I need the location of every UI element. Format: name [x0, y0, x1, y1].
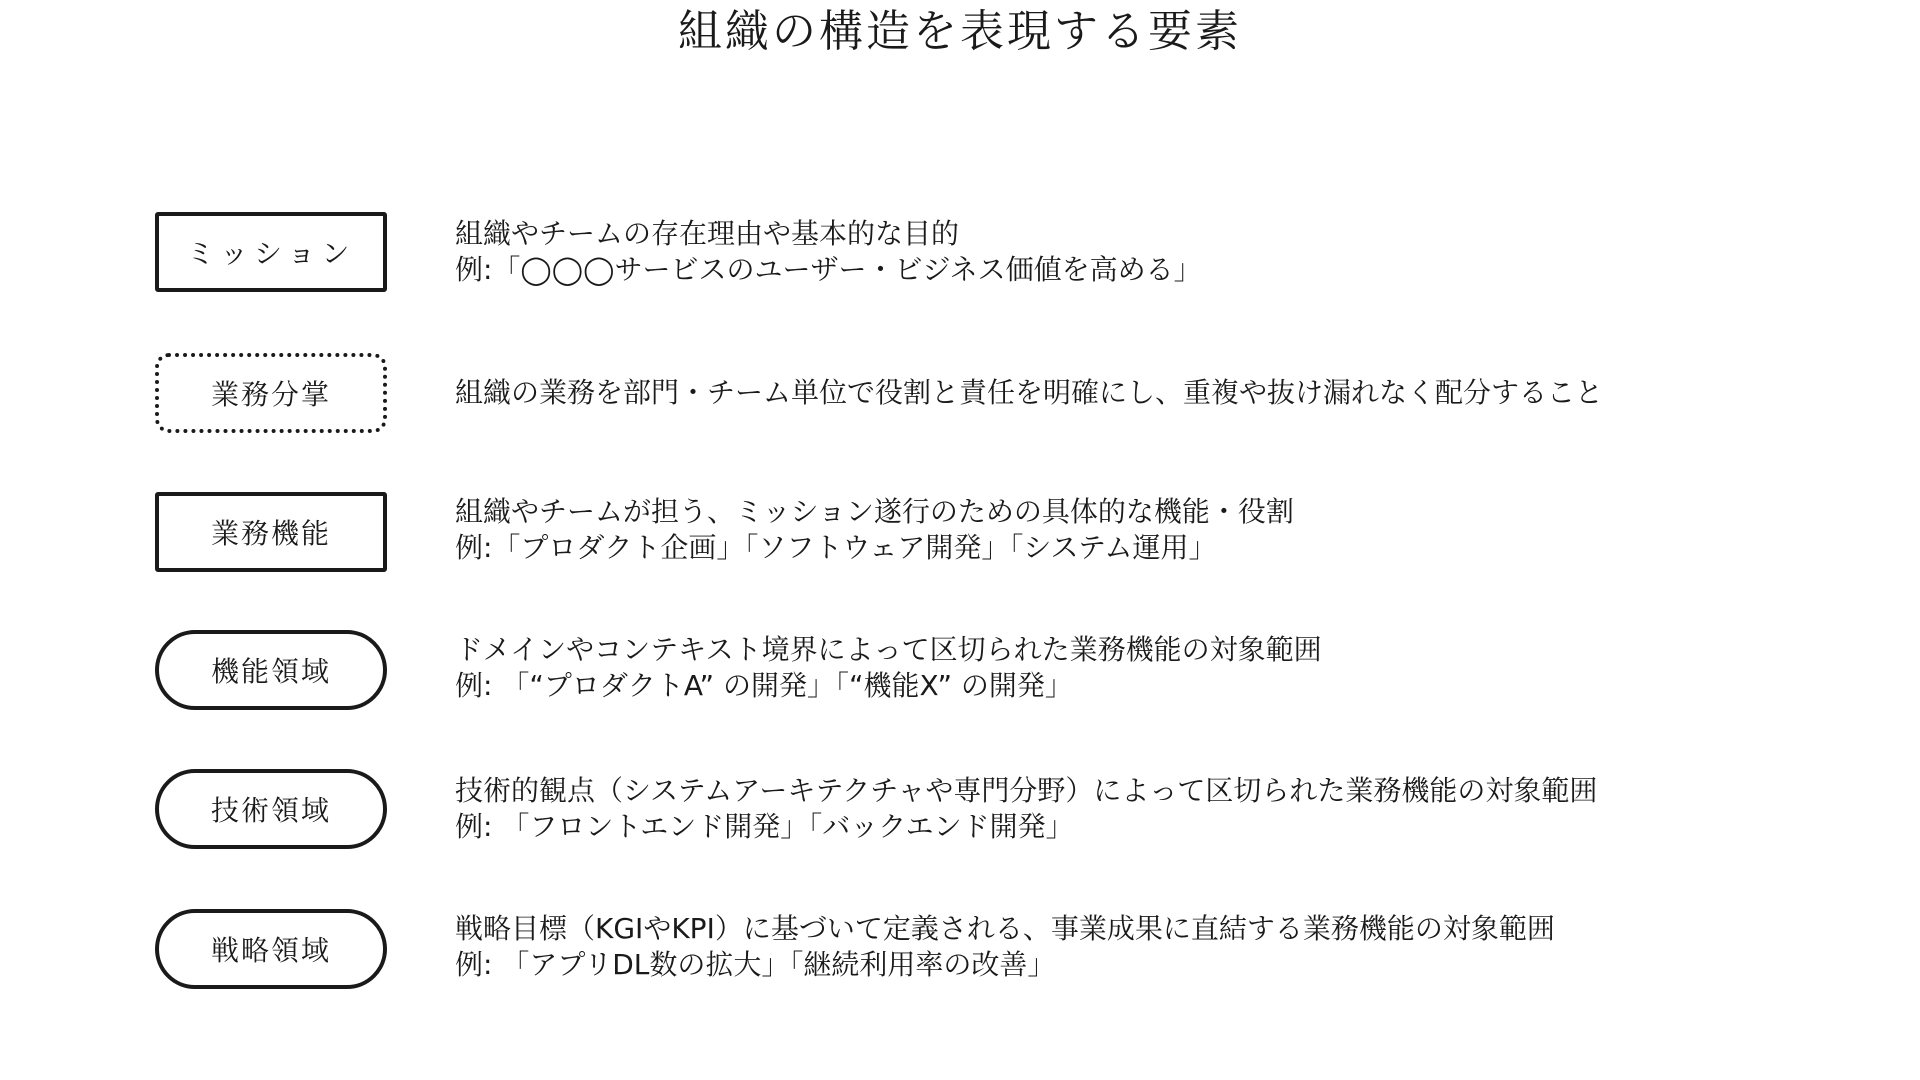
element-row-functional-domain: [0, 630, 1920, 730]
mission-label: ミッション: [186, 237, 356, 270]
element-row-business-function: [0, 492, 1920, 592]
technical-domain-example: 例: 「フロントエンド開発」「バックエンド開発」: [455, 810, 1074, 843]
division-of-duties-description-block: [455, 375, 1875, 411]
element-row-strategic-domain: [0, 909, 1920, 1009]
page-title: 組織の構造を表現する要素: [678, 6, 1242, 57]
element-row-mission: [0, 212, 1920, 312]
technical-domain-label: 技術領域: [210, 794, 331, 827]
division-of-duties-label: 業務分掌: [210, 378, 331, 411]
strategic-domain-label: 戦略領域: [210, 934, 331, 967]
element-row-division-of-duties: [0, 353, 1920, 453]
functional-domain-example: 例: 「“プロダクトA” の開発」「“機能X” の開発」: [455, 669, 1073, 702]
element-row-technical-domain: [0, 769, 1920, 869]
strategic-domain-description-block: [455, 911, 1875, 983]
business-function-label: 業務機能: [210, 517, 331, 550]
business-function-description: 組織やチームが担う、ミッション遂行のための具体的な機能・役割: [455, 495, 1294, 528]
strategic-domain-pill: [155, 909, 387, 989]
functional-domain-pill: [155, 630, 387, 710]
technical-domain-description: 技術的観点（システムアーキテクチャや専門分野）によって区切られた業務機能の対象範囲: [455, 774, 1598, 807]
mission-box: [155, 212, 387, 292]
mission-description-block: [455, 216, 1875, 288]
business-function-example: 例:「プロダクト企画」「ソフトウェア開発」「システム運用」: [455, 531, 1217, 564]
business-function-box: [155, 492, 387, 572]
business-function-description-block: [455, 494, 1875, 566]
division-of-duties-box: [155, 353, 387, 433]
functional-domain-description-block: [455, 632, 1875, 704]
mission-description: 組織やチームの存在理由や基本的な目的: [455, 217, 960, 250]
technical-domain-description-block: [455, 773, 1875, 845]
technical-domain-pill: [155, 769, 387, 849]
functional-domain-description: ドメインやコンテキスト境界によって区切られた業務機能の対象範囲: [455, 633, 1322, 666]
strategic-domain-example: 例: 「アプリDL数の拡大」「継続利用率の改善」: [455, 948, 1056, 981]
division-of-duties-description: 組織の業務を部門・チーム単位で役割と責任を明確にし、重複や抜け漏れなく配分すること: [455, 376, 1604, 409]
strategic-domain-description: 戦略目標（KGIやKPI）に基づいて定義される、事業成果に直結する業務機能の対象範囲: [455, 912, 1555, 945]
mission-example: 例:「◯◯◯サービスのユーザー・ビジネス価値を高める」: [455, 253, 1202, 286]
functional-domain-label: 機能領域: [210, 655, 331, 688]
